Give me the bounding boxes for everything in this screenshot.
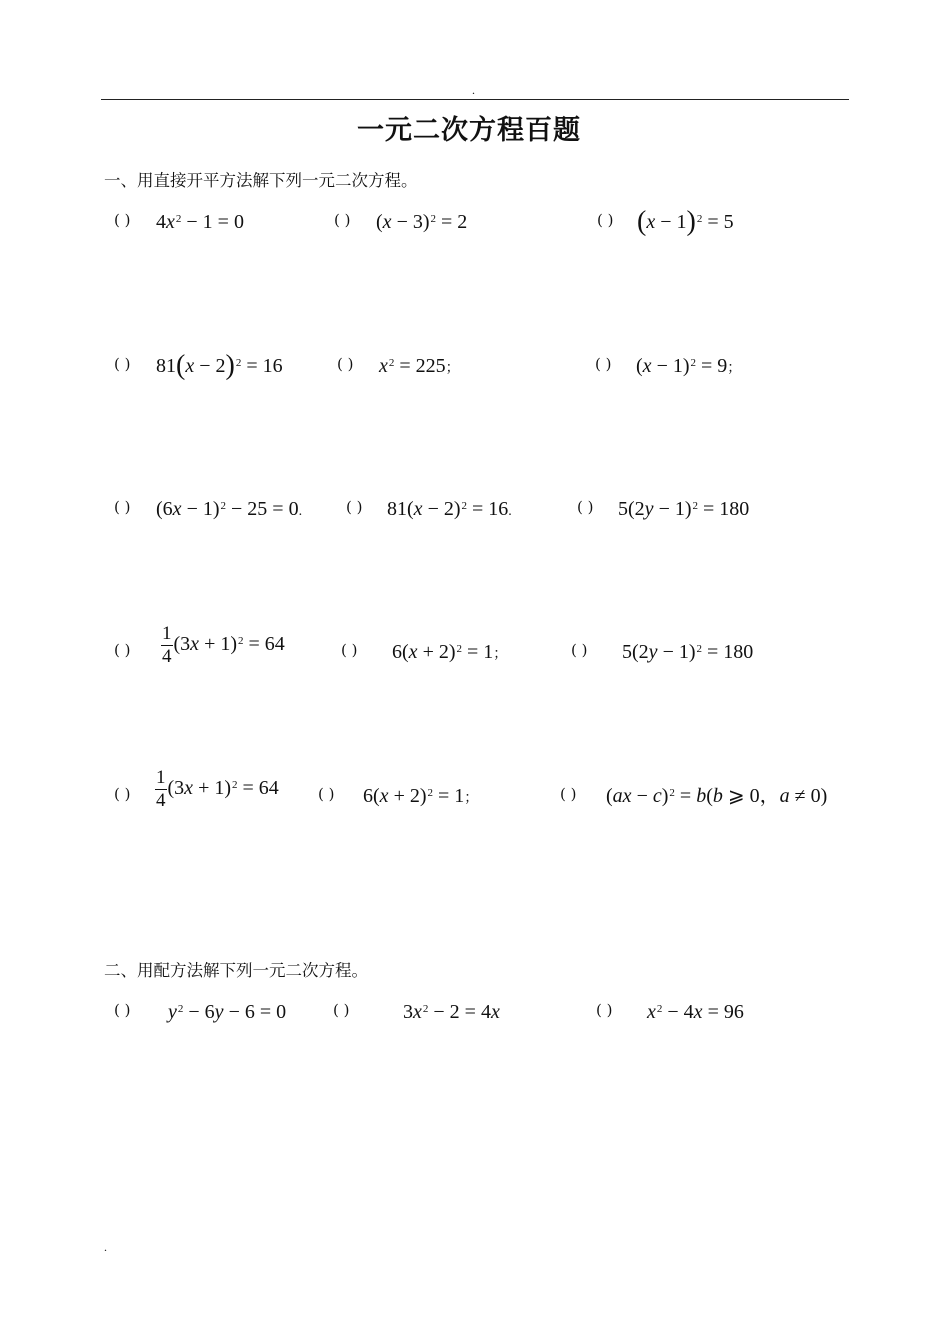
fraction: $\frac{1}{4}$ — [162, 623, 172, 667]
equation: $81(x - 2)^2 = 16$ — [156, 350, 283, 381]
equation: $x^2 = 225$； — [379, 355, 460, 377]
page-title: 一元二次方程百题 — [357, 115, 581, 146]
equation: $3x^2 - 2 = 4x$ — [403, 1001, 500, 1023]
equation: $81(x - 2)^2 = 16$. — [387, 498, 512, 520]
answer-bracket: ( ) — [560, 785, 577, 803]
answer-bracket: ( ) — [114, 498, 131, 516]
answer-bracket: ( ) — [595, 355, 612, 373]
equation: $5(2y - 1)^2 = 180$ — [618, 498, 750, 520]
equation: $x^2 - 4x = 96$ — [647, 1001, 744, 1023]
equation: $(x - 1)^2 = 9$； — [636, 355, 742, 377]
answer-bracket: ( ) — [114, 1001, 131, 1019]
equation: $(x - 3)^2 = 2$ — [376, 211, 468, 233]
answer-bracket: ( ) — [341, 641, 358, 659]
equation: $(x - 1)^2 = 5$ — [637, 206, 734, 237]
bottom-marker: . — [104, 1240, 107, 1254]
answer-bracket: ( ) — [318, 785, 335, 803]
answer-bracket: ( ) — [577, 498, 594, 516]
answer-bracket: ( ) — [114, 355, 131, 373]
equation: $\frac{1}{4}$ $(3x + 1)^2 = 64$ — [156, 767, 279, 811]
equation: (ax − c)$^2$ = b(b ⩾ 0，a ≠ 0) — [606, 785, 828, 807]
answer-bracket: ( ) — [333, 1001, 350, 1019]
answer-bracket: ( ) — [114, 785, 131, 803]
equation: $4x^2 - 1 = 0$ — [156, 211, 244, 233]
equation: $y^2 - 6y - 6 = 0$ — [168, 1001, 287, 1023]
answer-bracket: ( ) — [571, 641, 588, 659]
answer-bracket: ( ) — [597, 211, 614, 229]
answer-bracket: ( ) — [114, 641, 131, 659]
equation: $6(x + 2)^2 = 1$； — [392, 641, 508, 663]
equation: $5(2y - 1)^2 = 180$ — [622, 641, 754, 663]
answer-bracket: ( ) — [337, 355, 354, 373]
answer-bracket: ( ) — [346, 498, 363, 516]
equation: $(6x - 1)^2 - 25 = 0$. — [156, 498, 303, 520]
section-heading-1: 一、用直接开平方法解下列一元二次方程。 — [104, 171, 418, 190]
answer-bracket: ( ) — [334, 211, 351, 229]
fraction: $\frac{1}{4}$ — [156, 767, 166, 811]
equation: $6(x + 2)^2 = 1$； — [363, 785, 479, 807]
section-heading-2: 二、用配方法解下列一元二次方程。 — [104, 961, 368, 980]
equation: $\frac{1}{4}$ $(3x + 1)^2 = 64$ — [162, 623, 285, 667]
answer-bracket: ( ) — [596, 1001, 613, 1019]
top-marker: . — [472, 83, 475, 97]
answer-bracket: ( ) — [114, 211, 131, 229]
header-rule — [101, 99, 849, 100]
